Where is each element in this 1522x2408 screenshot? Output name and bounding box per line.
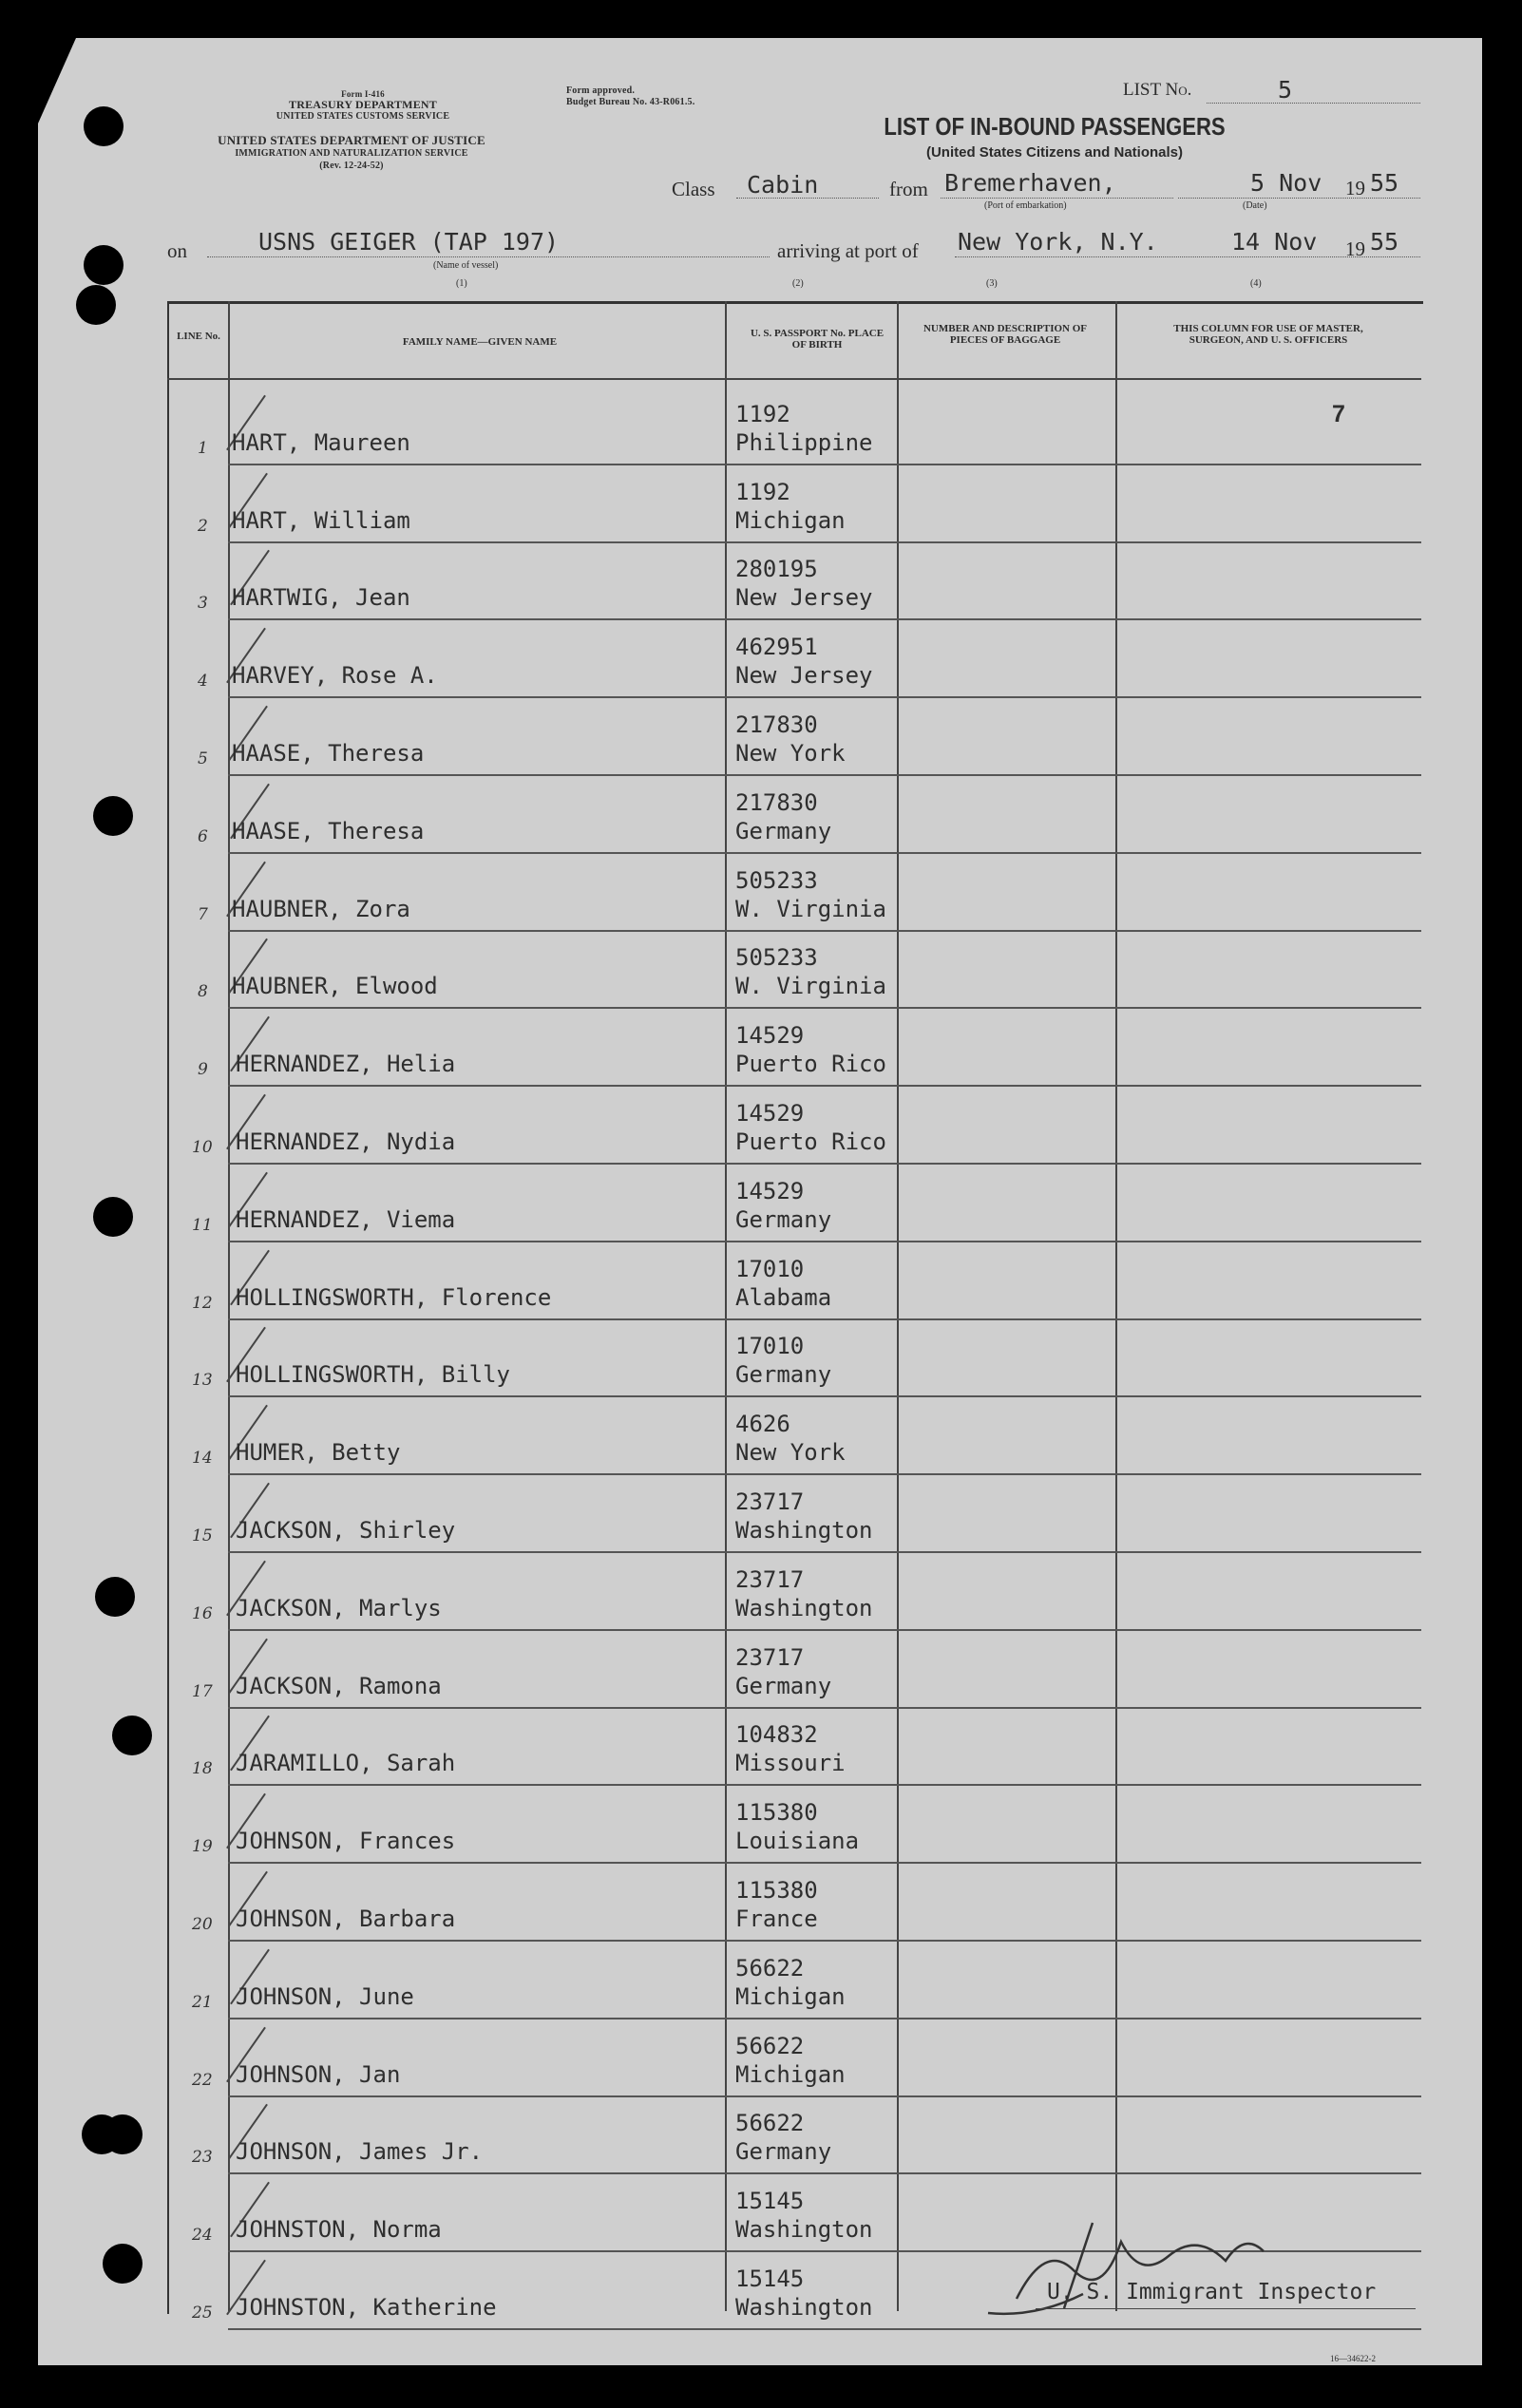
revision: (Rev. 12-24-52) [319, 161, 384, 171]
punch-hole [93, 796, 133, 836]
form-approved: Form approved. [566, 85, 636, 96]
row-divider [228, 464, 1421, 465]
port-caption: (Port of embarkation) [984, 200, 1067, 211]
arrival-year: 55 [1370, 228, 1399, 256]
dept-treasury: TREASURY DEPARTMENT [289, 98, 437, 111]
budget-bureau: Budget Bureau No. 43-R061.5. [566, 97, 695, 107]
line-number: 5 [198, 749, 208, 768]
row-divider [228, 2328, 1421, 2330]
date-line [1178, 198, 1420, 199]
row-divider [228, 774, 1421, 776]
punch-hole [103, 2244, 143, 2284]
signature-line [1036, 2308, 1416, 2309]
page-subtitle: (United States Citizens and Nationals) [925, 144, 1184, 161]
punch-hole [95, 1577, 135, 1617]
passport-number: 505233 [735, 866, 818, 894]
arrival-port: New York, N.Y. [958, 228, 1158, 256]
page-title: LIST OF IN-BOUND PASSENGERS [884, 112, 1226, 141]
punch-hole [103, 2114, 143, 2154]
place-of-birth: Germany [735, 1361, 832, 1389]
arrival-date: 14 Nov [1231, 228, 1318, 256]
punch-hole [84, 106, 124, 146]
place-of-birth: Louisiana [735, 1828, 860, 1855]
line-number: 22 [192, 2070, 213, 2090]
list-number: 5 [1278, 76, 1293, 104]
passport-number: 15145 [735, 2266, 805, 2292]
place-of-birth: Washington [735, 1594, 873, 1621]
place-of-birth: France [735, 1906, 818, 1932]
col-divider [897, 301, 899, 2311]
passenger-name: HOLLINGSWORTH, Florence [236, 1283, 552, 1311]
col-header-baggage: NUMBER AND DESCRIPTION OF PIECES OF BAGGAGE [923, 323, 1088, 346]
passport-number: 56622 [735, 1954, 805, 1981]
place-of-birth: Michigan [735, 1982, 846, 2010]
vessel-name: USNS GEIGER (TAP 197) [258, 228, 560, 256]
passenger-name: JACKSON, Shirley [236, 1517, 456, 1544]
col-marker-4: (4) [1250, 278, 1262, 289]
line-number: 1 [198, 438, 208, 458]
passenger-name: JOHNSTON, Norma [236, 2216, 442, 2244]
dept-customs: UNITED STATES CUSTOMS SERVICE [276, 111, 450, 122]
place-of-birth: Washington [735, 2294, 873, 2321]
place-of-birth: Germany [735, 1205, 832, 1233]
line-number: 12 [192, 1293, 213, 1313]
row-divider [228, 1862, 1421, 1864]
place-of-birth: New York [735, 1439, 846, 1467]
officer-note: 7 [1332, 401, 1345, 427]
line-number: 4 [198, 672, 208, 692]
row-divider [228, 1629, 1421, 1631]
passenger-name: JOHNSON, James Jr. [236, 2138, 484, 2166]
list-line [1207, 103, 1420, 104]
signature-caption: U. S. Immigrant Inspector [1047, 2280, 1377, 2304]
footer-code: 16—34622-2 [1330, 2354, 1376, 2363]
row-divider [228, 1707, 1421, 1709]
line-number: 23 [192, 2148, 213, 2168]
passport-number: 1192 [735, 400, 790, 427]
passenger-name: JACKSON, Ramona [236, 1672, 442, 1699]
line-number: 19 [192, 1837, 213, 1857]
row-divider [228, 2095, 1421, 2097]
place-of-birth: New York [735, 740, 846, 767]
row-divider [228, 541, 1421, 543]
passenger-name: HART, William [232, 506, 410, 534]
place-of-birth: New Jersey [735, 662, 873, 690]
passport-number: 104832 [735, 1721, 818, 1749]
line-number: 15 [192, 1526, 213, 1545]
passport-number: 217830 [735, 711, 818, 738]
passenger-name: HERNANDEZ, Nydia [236, 1128, 456, 1155]
departure-year: 55 [1370, 169, 1399, 197]
row-divider [228, 2172, 1421, 2174]
passport-number: 56622 [735, 2032, 805, 2059]
passport-number: 115380 [735, 1799, 818, 1827]
punch-hole [112, 1716, 152, 1755]
col-divider [1115, 301, 1117, 2311]
col-marker-2: (2) [792, 278, 804, 289]
line-number: 9 [198, 1060, 208, 1080]
passport-number: 23717 [735, 1643, 805, 1671]
place-of-birth: Germany [735, 817, 832, 844]
passport-number: 14529 [735, 1022, 805, 1050]
punch-hole [84, 245, 124, 285]
passport-number: 15145 [735, 2188, 805, 2215]
col-marker-3: (3) [986, 278, 998, 289]
line-number: 21 [192, 1992, 213, 2012]
date-caption: (Date) [1243, 200, 1267, 211]
place-of-birth: Washington [735, 1517, 873, 1544]
passport-number: 1192 [735, 478, 790, 505]
punch-hole [93, 1197, 133, 1237]
line-number: 18 [192, 1759, 213, 1779]
passenger-name: HUMER, Betty [236, 1439, 401, 1467]
passenger-name: JARAMILLO, Sarah [236, 1750, 456, 1777]
class-value: Cabin [747, 171, 819, 199]
vessel-caption: (Name of vessel) [433, 260, 499, 271]
row-divider [228, 1473, 1421, 1475]
passport-number: 217830 [735, 788, 818, 816]
passenger-name: JOHNSON, June [236, 1982, 414, 2010]
year-prefix-2: 19 [1345, 237, 1365, 260]
line-number: 7 [198, 904, 208, 924]
passport-number: 14529 [735, 1100, 805, 1127]
departure-date: 5 Nov [1250, 169, 1322, 197]
passenger-name: JOHNSTON, Katherine [236, 2294, 497, 2321]
place-of-birth: Missouri [735, 1750, 846, 1777]
line-number: 6 [198, 826, 208, 846]
col-header-passport: U. S. PASSPORT No. PLACE OF BIRTH [750, 328, 885, 351]
row-divider [228, 1085, 1421, 1087]
place-of-birth: Michigan [735, 2060, 846, 2088]
passenger-name: HAUBNER, Zora [232, 895, 410, 922]
passenger-name: HARVEY, Rose A. [232, 662, 438, 690]
passenger-name: HERNANDEZ, Viema [236, 1205, 456, 1233]
line-number: 14 [192, 1449, 213, 1469]
passenger-name: HERNANDEZ, Helia [236, 1051, 456, 1078]
place-of-birth: W. Virginia [735, 895, 886, 922]
row-divider [228, 852, 1421, 854]
class-line [736, 198, 879, 199]
vessel-line [207, 256, 770, 257]
row-divider [228, 930, 1421, 932]
class-label: Class [672, 178, 715, 200]
passenger-name: JOHNSON, Barbara [236, 1906, 456, 1932]
passenger-name: HARTWIG, Jean [232, 584, 410, 612]
line-number: 8 [198, 982, 208, 1002]
passport-number: 17010 [735, 1255, 805, 1282]
passport-number: 280195 [735, 556, 818, 583]
passport-number: 115380 [735, 1877, 818, 1904]
col-header-line-no: LINE No. [177, 331, 220, 342]
row-divider [228, 1395, 1421, 1397]
arriving-label: arriving at port of [777, 239, 919, 262]
passenger-name: HAUBNER, Elwood [232, 973, 438, 1000]
place-of-birth: Germany [735, 1672, 832, 1699]
header-rule [167, 378, 1421, 380]
passenger-name: JOHNSON, Jan [236, 2060, 401, 2088]
arrival-line [955, 256, 1420, 257]
place-of-birth: Puerto Rico [735, 1128, 886, 1155]
place-of-birth: New Jersey [735, 584, 873, 612]
place-of-birth: Germany [735, 2138, 832, 2166]
dept-ins: IMMIGRATION AND NATURALIZATION SERVICE [235, 148, 468, 159]
passport-number: 505233 [735, 944, 818, 972]
row-divider [228, 618, 1421, 620]
col-header-name: FAMILY NAME—GIVEN NAME [402, 336, 558, 348]
dept-justice: UNITED STATES DEPARTMENT OF JUSTICE [218, 133, 485, 147]
passenger-name: HART, Maureen [232, 428, 410, 456]
passport-number: 17010 [735, 1333, 805, 1360]
place-of-birth: W. Virginia [735, 973, 886, 1000]
line-number: 20 [192, 1915, 213, 1934]
col-header-officers: THIS COLUMN FOR USE OF MASTER, SURGEON, AND U. S. OFFICERS [1173, 323, 1363, 346]
passenger-name: HOLLINGSWORTH, Billy [236, 1361, 510, 1389]
place-of-birth: Philippine [735, 428, 873, 456]
on-label: on [167, 239, 187, 262]
place-of-birth: Alabama [735, 1283, 832, 1311]
line-number: 10 [192, 1138, 213, 1157]
line-number: 25 [192, 2304, 213, 2323]
line-number: 24 [192, 2226, 213, 2246]
passport-number: 23717 [735, 1488, 805, 1515]
list-label: LIST No. [1123, 80, 1192, 100]
col-marker-1: (1) [456, 278, 467, 289]
passenger-name: JACKSON, Marlys [236, 1594, 442, 1621]
line-number: 11 [192, 1215, 213, 1235]
embarkation-port: Bremerhaven, [944, 169, 1116, 197]
passport-number: 23717 [735, 1565, 805, 1593]
row-divider [228, 1163, 1421, 1165]
from-label: from [889, 178, 928, 200]
year-prefix-1: 19 [1345, 177, 1365, 199]
row-divider [228, 1940, 1421, 1942]
form-number: Form I-416 [341, 89, 385, 99]
folded-corner [38, 38, 76, 123]
punch-hole [76, 285, 116, 325]
line-number: 3 [198, 594, 208, 614]
passport-number: 462951 [735, 634, 818, 661]
passenger-name: HAASE, Theresa [232, 817, 425, 844]
line-number: 17 [192, 1681, 213, 1701]
passenger-name: HAASE, Theresa [232, 740, 425, 767]
row-divider [228, 1007, 1421, 1009]
line-number: 16 [192, 1603, 213, 1623]
place-of-birth: Washington [735, 2216, 873, 2244]
row-divider [228, 1551, 1421, 1553]
passenger-name: JOHNSON, Frances [236, 1828, 456, 1855]
row-divider [228, 1318, 1421, 1320]
passport-number: 4626 [735, 1411, 790, 1438]
row-divider [228, 696, 1421, 698]
place-of-birth: Michigan [735, 506, 846, 534]
row-divider [228, 2018, 1421, 2019]
col-divider [725, 301, 727, 2311]
line-number: 2 [198, 516, 208, 536]
passport-number: 56622 [735, 2110, 805, 2137]
line-number: 13 [192, 1371, 213, 1391]
from-line [941, 198, 1173, 199]
place-of-birth: Puerto Rico [735, 1051, 886, 1078]
passport-number: 14529 [735, 1177, 805, 1204]
row-divider [228, 1241, 1421, 1242]
row-divider [228, 1784, 1421, 1786]
